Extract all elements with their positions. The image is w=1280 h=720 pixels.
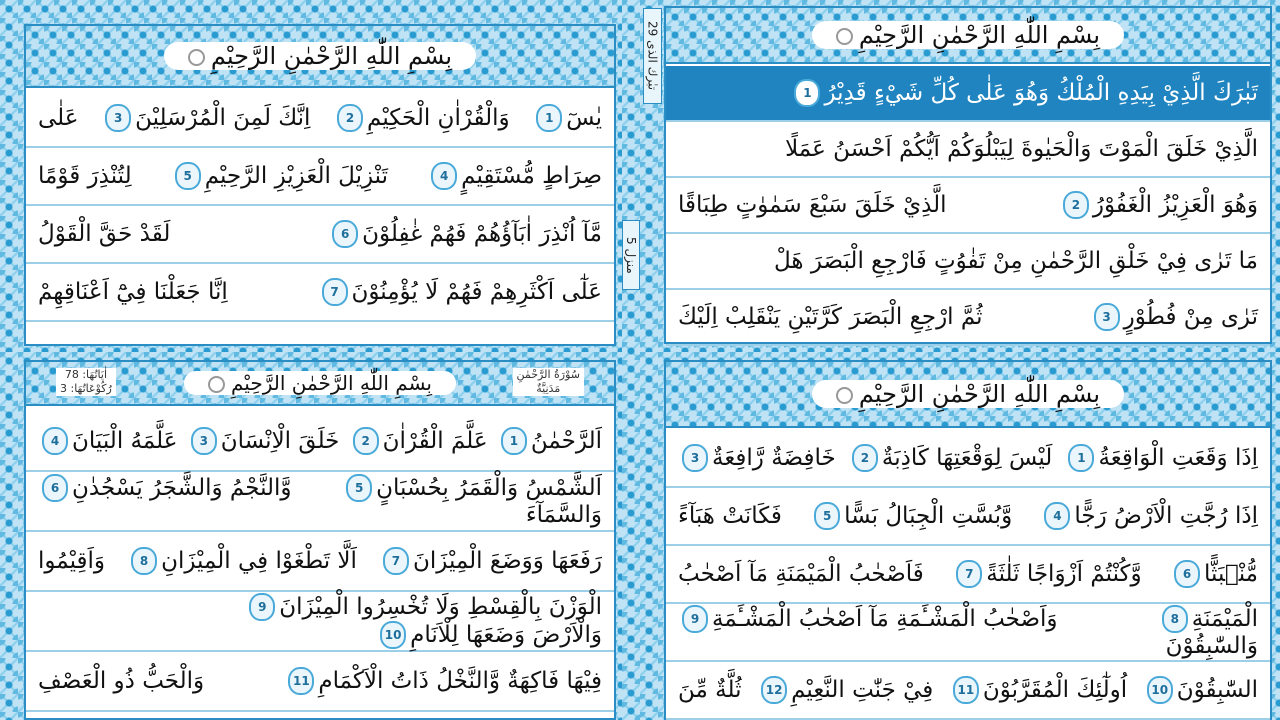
verse-line [26,652,614,712]
para-label: تبٰرك الذی 29 [643,8,662,104]
verse-line [666,604,1270,662]
verse-segment [1090,303,1258,331]
page-waqiah-body [664,360,1272,720]
verse-segment [1064,444,1258,472]
verse-line [26,532,614,592]
verse-segment [379,547,602,575]
verse-segment [678,192,947,218]
verse-segment [427,162,602,190]
verse-text: مُّنْۢبَثًّا [1204,561,1258,587]
verse-text: صِرَاطٍ مُّسْتَقِيْمٍ [461,163,602,189]
ayah-number-marker: 3 [105,104,131,132]
surah-info-left [56,368,116,396]
ayah-number-marker: 11 [953,676,979,704]
verse-text: مَا تَرٰى فِيْ خَلْقِ الرَّحْمٰنِ مِنْ تَفٰوُتٍ فَارْجِعِ الْبَصَرَ هَلْ [774,248,1258,274]
verse-segment [38,105,79,131]
ayah-number-marker: 4 [431,162,457,190]
verse-line [26,148,614,206]
verse-line [666,122,1270,178]
verse-segment [38,474,292,502]
verse-line [666,546,1270,604]
verse-text: يٰسٓ [566,105,602,131]
verse-segment [349,427,488,455]
ayah-number-marker: 7 [322,278,348,306]
page-header [666,362,1270,428]
ayah-number-marker: 7 [956,560,982,588]
verse-segment [38,279,228,305]
page-yasin-body [24,24,616,346]
verse-text: وَالسَّمَآءَ [525,502,602,528]
page-header [26,362,614,406]
verse-text: وَالْقُرْاٰنِ الْحَكِيْمِ [367,105,510,131]
verse-line [26,264,614,322]
verse-segment [848,444,1052,472]
verse-text: رَفَعَهَا وَوَضَعَ الْمِيْزَانَ [412,548,602,574]
verse-segment [376,621,602,649]
verse-text: اِنَّكَ لَمِنَ الْمُرْسَلِيْنَ [135,105,311,131]
ayah-number-marker: 3 [682,444,708,472]
verse-text: اِذَا وَقَعَتِ الْوَاقِعَةُ [1098,445,1258,471]
ayah-number-marker: 9 [249,593,275,621]
ayah-number-marker: 5 [175,162,201,190]
verse-segment [38,163,132,189]
ayah-number-marker: 12 [761,676,787,704]
verse-segment [1158,605,1258,633]
verse-line [666,290,1270,346]
ayah-number-marker: 7 [383,547,409,575]
ayah-number-marker: 8 [1162,605,1188,633]
ayah-number-marker: 2 [852,444,878,472]
verse-segment [774,248,1258,274]
verse-line [26,592,614,652]
verse-segment [101,104,310,132]
surah-type: مَدَنِيَّةٌ [536,382,561,395]
ayah-number-marker: 6 [332,220,358,248]
bismillah-text: بِسْمِ اللّٰهِ الرَّحْمٰنِ الرَّحِيْمِ [210,42,453,70]
ayah-number-marker: 9 [682,605,708,633]
ayah-number-marker: 6 [1174,560,1200,588]
verse-line [26,90,614,148]
verse-text: السّٰبِقُوْنَ [1176,677,1258,703]
verse-text: اَلَّا تَطْغَوْا فِي الْمِيْزَانِ [161,548,357,574]
verse-segment [678,304,983,330]
ayah-number-marker: 2 [353,427,379,455]
verse-segment [757,676,933,704]
bismillah [812,21,1124,49]
verse-segment [526,502,602,528]
ayah-number-marker: 11 [288,667,314,695]
verse-segment [785,136,1258,162]
verse-text: وَالْاَرْضَ وَضَعَهَا لِلْاَنَامِ [410,622,602,648]
ayah-number-marker: 4 [42,427,68,455]
verse-text: فِيْهَا فَاكِهَةٌ وَّالنَّخْلُ ذَاتُ الْاَكْمَامِ [318,668,602,694]
verse-text: اِذَا رُجَّتِ الْاَرْضُ رَجًّا [1074,503,1258,529]
page-rahman-body [24,360,616,720]
verse-segment [1040,502,1258,530]
verse-segment [790,79,1258,107]
verse-segment [678,444,836,472]
page-rahman [0,352,622,720]
verse-text: اِنَّا جَعَلْنَا فِيْٓ اَعْنَاقِهِمْ [38,279,228,305]
ayah-end-ring-icon [836,28,853,45]
verse-text: فَكَانَتْ هَبَآءً [678,503,782,529]
verse-segment [1143,676,1258,704]
ayah-number-marker: 6 [42,474,68,502]
verse-segment [810,502,1012,530]
verse-text: عَلَّمَهُ الْبَيَانَ [72,428,178,454]
bismillah [812,380,1124,408]
verse-segment [328,220,602,248]
verse-segment [678,677,742,703]
verse-segment [497,427,602,455]
ayah-number-marker: 5 [814,502,840,530]
verse-text: عَلَّمَ الْقُرْاٰنَ [382,428,488,454]
verse-segment [333,104,510,132]
ayah-end-ring-icon [188,49,205,66]
verse-segment [127,547,357,575]
verse-text: وَّبُسَّتِ الْجِبَالُ بَسًّا [844,503,1013,529]
verse-text: تَبٰرَكَ الَّذِيْ بِيَدِهِ الْمُلْكُ وَهُوَ عَلٰى كُلِّ شَيْءٍ قَدِيْرُ [824,80,1258,106]
verse-text: وَاَصْحٰبُ الْمَشْـَٔمَةِ مَآ اَصْحٰبُ الْمَشْـَٔمَةِ [712,606,1058,632]
ayah-number-marker: 10 [380,621,406,649]
ayah-number-marker: 10 [1147,676,1173,704]
verse-text: الْمَيْمَنَةِ [1191,606,1258,632]
verse-segment [342,474,602,502]
verse-segment [952,560,1141,588]
verse-segment [1059,191,1258,219]
bismillah [184,371,456,395]
verse-segment [38,548,105,574]
bismillah [164,42,476,70]
page-mulk [640,0,1280,352]
verse-text: لَقَدْ حَقَّ الْقَوْلُ [38,221,171,247]
verse-text: عَلٰى [38,105,79,131]
ayah-number-marker: 1 [501,427,527,455]
verse-text: الَّذِيْ خَلَقَ الْمَوْتَ وَالْحَيٰوةَ لِيَبْلُوَكُمْ اَيُّكُمْ اَحْسَنُ عَمَلًا [785,136,1258,162]
verse-segment [318,278,603,306]
verse-segment [532,104,602,132]
ayat-count: اٰيَاتُهَا: 78 [64,368,107,381]
verse-text: وَهُوَ الْعَزِيْزُ الْغَفُوْرُ [1092,192,1258,218]
ayah-number-marker: 8 [131,547,157,575]
verse-text: ثُلَّةٌ مِّنَ [678,677,742,703]
verse-text: خَلَقَ الْاِنْسَانَ [220,428,340,454]
verse-segment [171,162,388,190]
verse-text: لَيْسَ لِوَقْعَتِهَا كَاذِبَةٌ [881,445,1053,471]
ayah-number-marker: 5 [346,474,372,502]
verse-line [666,662,1270,720]
ayah-end-ring-icon [836,387,853,404]
verse-line [666,234,1270,290]
verse-segment [678,503,782,529]
verse-text: اَلشَّمْسُ وَالْقَمَرُ بِحُسْبَانٍ [376,475,602,501]
bismillah-text: بِسْمِ اللّٰهِ الرَّحْمٰنِ الرَّحِيْمِ [230,371,432,395]
ruku-count: رُكُوْعَاتُهَا: 3 [60,382,112,395]
verse-line [666,430,1270,488]
verse-text: عَلٰٓى اَكْثَرِهِمْ فَهُمْ لَا يُؤْمِنُوْنَ [351,279,602,305]
verse-text: اَلرَّحْمٰنُ [530,428,602,454]
verse-text: مَّآ اُنْذِرَ اٰبَآؤُهُمْ فَهُمْ غٰفِلُوْنَ [362,221,602,247]
verse-text: تَرٰى مِنْ فُطُوْرٍ [1123,304,1258,330]
verse-text: تَنْزِيْلَ الْعَزِيْزِ الرَّحِيْمِ [204,163,389,189]
verse-segment [245,593,602,621]
ayah-number-marker: 1 [1068,444,1094,472]
verse-text: فَاَصْحٰبُ الْمَيْمَنَةِ مَآ اَصْحٰبُ [678,561,924,587]
verse-segment [1170,560,1258,588]
ayah-number-marker: 3 [191,427,217,455]
verse-segment [38,668,204,694]
manzil-label: منزل 5 [622,220,640,290]
verse-segment [949,676,1127,704]
verse-text: وَّالنَّجْمُ وَالشَّجَرُ يَسْجُدٰنِ [72,475,292,501]
ayah-number-marker: 2 [1063,191,1089,219]
verse-line [26,412,614,472]
page-header [26,26,614,88]
ayah-number-marker: 4 [1044,502,1070,530]
verse-text: ثُمَّ ارْجِعِ الْبَصَرَ كَرَّتَيْنِ يَنْقَلِبْ اِلَيْكَ [678,304,983,330]
verse-line [26,206,614,264]
verse-line [26,472,614,532]
verse-segment [1166,633,1258,659]
page-yasin [0,0,622,352]
verse-line [666,488,1270,546]
ayah-number-marker: 1 [536,104,562,132]
verse-text: وَاَقِيْمُوا [38,548,106,574]
surah-info-right [513,368,584,396]
verse-text: اُولٰٓئِكَ الْمُقَرَّبُوْنَ [982,677,1128,703]
bismillah-text: بِسْمِ اللّٰهِ الرَّحْمٰنِ الرَّحِيْمِ [858,380,1101,408]
ayah-number-marker: 3 [1094,303,1120,331]
verse-segment [678,605,1058,633]
divider-strip [622,0,640,720]
verse-segment [187,427,340,455]
verse-text: فِيْ جَنّٰتِ النَّعِيْمِ [791,677,934,703]
page-waqiah [640,352,1280,720]
verse-segment [678,561,924,587]
ayah-end-ring-icon [208,376,225,393]
bismillah-text: بِسْمِ اللّٰهِ الرَّحْمٰنِ الرَّحِيْمِ [858,21,1101,49]
ayah-number-marker: 2 [337,104,363,132]
verse-segment [38,427,177,455]
verse-text: وَالسّٰبِقُوْنَ [1165,633,1258,659]
verse-text: خَافِضَةٌ رَّافِعَةٌ [712,445,836,471]
page-mulk-body [664,6,1272,344]
verse-text: وَالْحَبُّ ذُو الْعَصْفِ [38,668,205,694]
verse-segment [38,221,170,247]
verse-text: الْوَزْنَ بِالْقِسْطِ وَلَا تُخْسِرُوا الْمِيْزَانَ [279,594,602,620]
verse-text: وَّكُنْتُمْ اَزْوَاجًا ثَلٰثَةً [986,561,1142,587]
verse-text: الَّذِيْ خَلَقَ سَبْعَ سَمٰوٰتٍ طِبَاقًا [678,192,947,218]
verse-line [666,178,1270,234]
verse-text: لِتُنْذِرَ قَوْمًا [38,163,132,189]
ayah-number-marker: 1 [794,79,820,107]
surah-name: سُوْرَةُ الرَّحْمٰنِ [516,368,580,381]
page-header [666,8,1270,64]
verse-line [666,66,1270,122]
verse-segment [284,667,602,695]
